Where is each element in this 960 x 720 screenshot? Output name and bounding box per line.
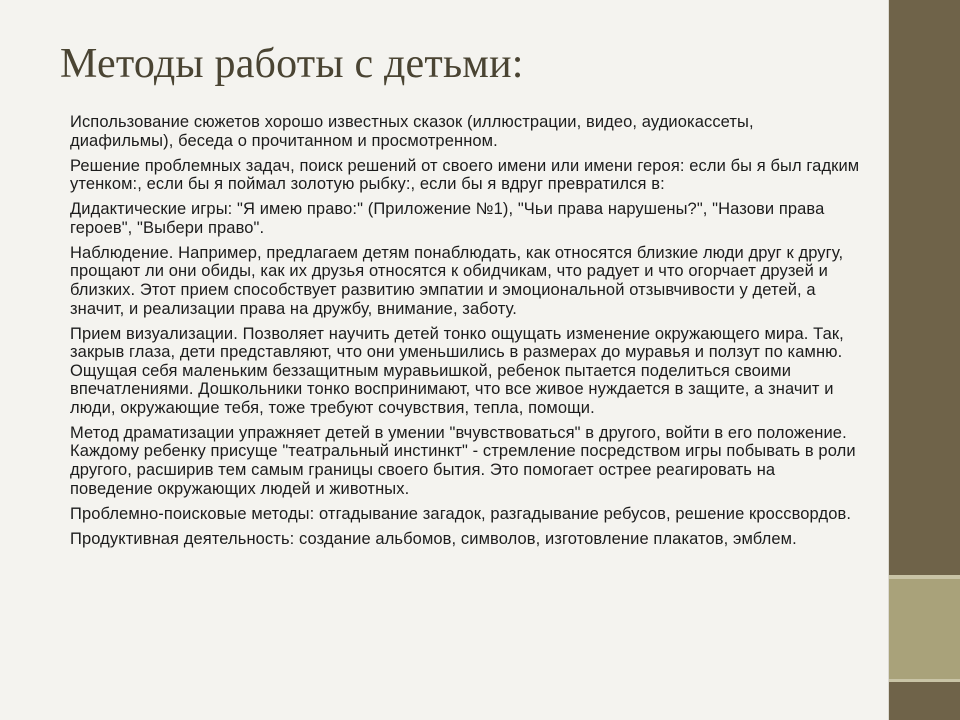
decorative-side-band-bottom bbox=[889, 679, 960, 720]
paragraph: Продуктивная деятельность: создание альбомов, символов, изготовление плакатов, эмблем. bbox=[70, 529, 797, 548]
paragraph: Использование сюжетов хорошо известных сказок (иллюстрации, видео, аудиокассеты, диафильмы), беседа о прочитанном и просмотренном. bbox=[70, 113, 754, 150]
decorative-side-band bbox=[889, 0, 960, 575]
slide-body bbox=[70, 113, 860, 555]
paragraph: Метод драматизации упражняет детей в умении "вчувствоваться" в другого, войти в его положение. Каждому ребенку присуще "театральный инстинкт" - стремление посредством игры побывать в роли другого, расширив тем самым границы своего бытия. Это помогает острее реагировать на поведение окружающих людей и животных. bbox=[70, 423, 856, 498]
decorative-band-strip bbox=[889, 679, 960, 682]
paragraph: Прием визуализации. Позволяет научить детей тонко ощущать изменение окружающего мира. Так, закрыв глаза, дети представляют, что они уменьшились в размерах до муравья и ползут по камню. Ощущая себя маленьким беззащитным муравьишкой, ребенок пытается поделиться своими впечатлениями. Дошкольники тонко воспринимают, что все живое нуждается в защите, а значит и люди, окружающие тебя, тоже требуют сочувствия, тепла, помощи. bbox=[70, 324, 844, 417]
paragraph: Наблюдение. Например, предлагаем детям понаблюдать, как относятся близкие люди друг к другу, прощают ли они обиды, как их друзья относятся к обидчикам, что радует и что огорчает друзей и близких. Этот прием способствует развитию эмпатии и эмоциональной отзывчивости у детей, а значит, и реализации права на дружбу, внимание, заботу. bbox=[70, 243, 844, 318]
paragraph: Решение проблемных задач, поиск решений от своего имени или имени героя: если бы я был гадким утенком:, если бы я поймал золотую рыбку:, если бы я вдруг превратился в: bbox=[70, 156, 860, 194]
paragraph: Проблемно-поисковые методы: отгадывание загадок, разгадывание ребусов, решение кроссвордов. bbox=[70, 504, 852, 523]
slide-title: Методы работы с детьми: bbox=[60, 41, 524, 87]
decorative-band-strip bbox=[889, 575, 960, 579]
paragraph: Дидактические игры: "Я имею право:" (Приложение №1), "Чьи права нарушены?", "Назови права героев", "Выбери право". bbox=[70, 200, 825, 237]
decorative-side-band-accent bbox=[889, 575, 960, 679]
